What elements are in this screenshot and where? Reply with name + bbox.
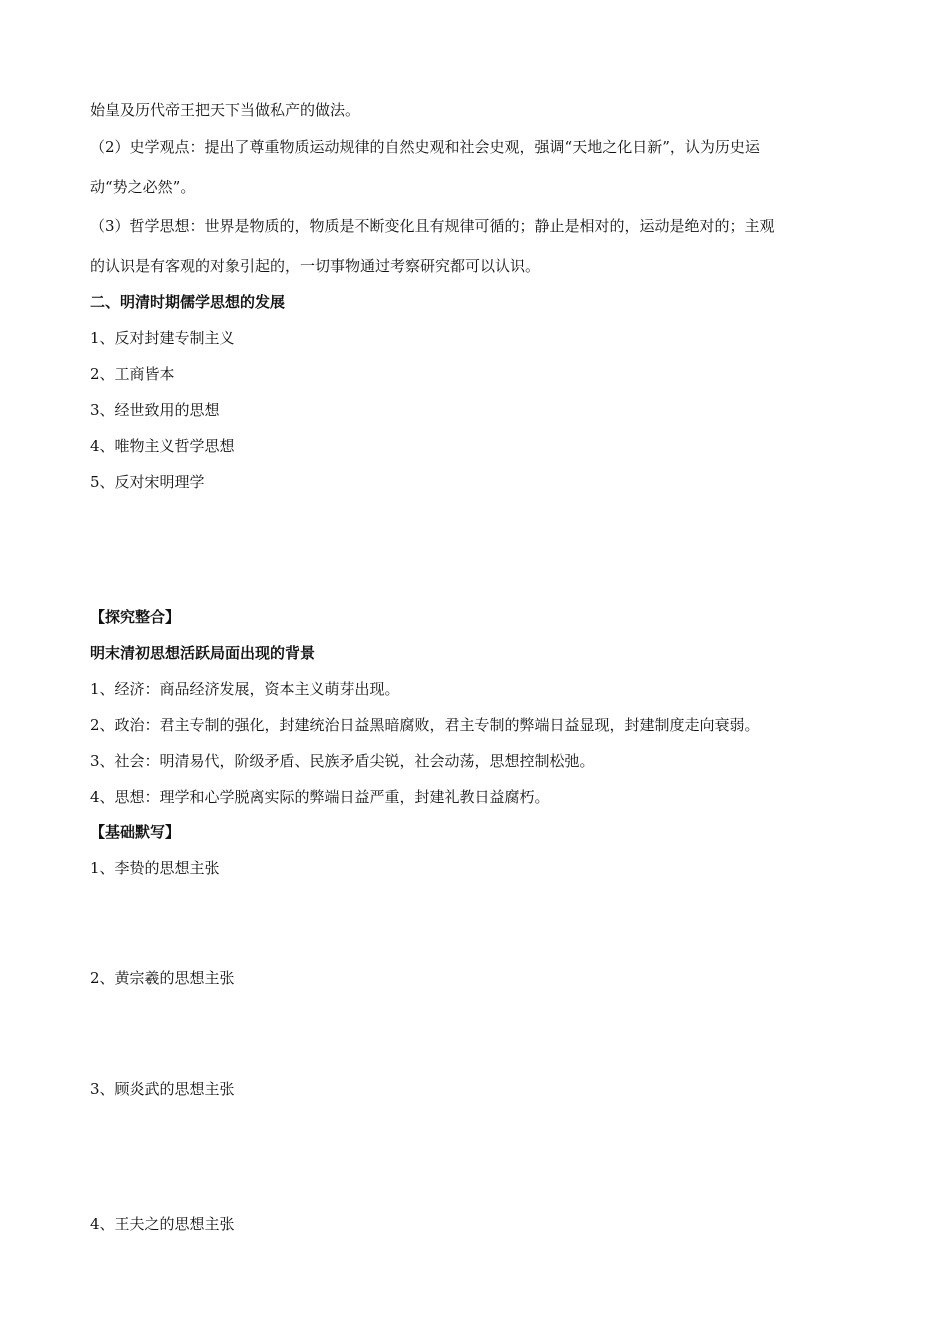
explore-item: 3、社会：明清易代，阶级矛盾、民族矛盾尖锐，社会动荡，思想控制松弛。 <box>90 752 595 770</box>
section-2-heading: 二、明清时期儒学思想的发展 <box>90 293 286 311</box>
section-2-item: 1、反对封建专制主义 <box>90 329 235 347</box>
point-2-line-2: 动“势之必然”。 <box>90 178 196 196</box>
dictation-item: 4、王夫之的思想主张 <box>90 1215 235 1233</box>
point-3-line-1: （3）哲学思想：世界是物质的，物质是不断变化且有规律可循的；静止是相对的，运动是绝对的；主观 <box>90 217 775 235</box>
section-2-item: 2、工商皆本 <box>90 365 175 383</box>
point-3-line-2: 的认识是有客观的对象引起的，一切事物通过考察研究都可以认识。 <box>90 257 541 275</box>
explore-subheading: 明末清初思想活跃局面出现的背景 <box>90 644 316 662</box>
explore-item: 4、思想：理学和心学脱离实际的弊端日益严重，封建礼教日益腐朽。 <box>90 788 550 806</box>
explore-item: 2、政治：君主专制的强化，封建统治日益黑暗腐败，君主专制的弊端日益显现，封建制度走向衰弱。 <box>90 716 760 734</box>
section-2-item: 5、反对宋明理学 <box>90 473 205 491</box>
dictation-item: 1、李贽的思想主张 <box>90 859 220 877</box>
intro-continuation: 始皇及历代帝王把天下当做私产的做法。 <box>90 101 361 119</box>
dictation-heading: 【基础默写】 <box>90 823 181 841</box>
point-2-line-1: （2）史学观点：提出了尊重物质运动规律的自然史观和社会史观，强调“天地之化日新”，认为历史运 <box>90 138 760 156</box>
dictation-item: 2、黄宗羲的思想主张 <box>90 969 235 987</box>
explore-item: 1、经济：商品经济发展，资本主义萌芽出现。 <box>90 680 400 698</box>
dictation-item: 3、顾炎武的思想主张 <box>90 1080 235 1098</box>
explore-heading: 【探究整合】 <box>90 608 181 626</box>
section-2-item: 3、经世致用的思想 <box>90 401 220 419</box>
section-2-item: 4、唯物主义哲学思想 <box>90 437 235 455</box>
